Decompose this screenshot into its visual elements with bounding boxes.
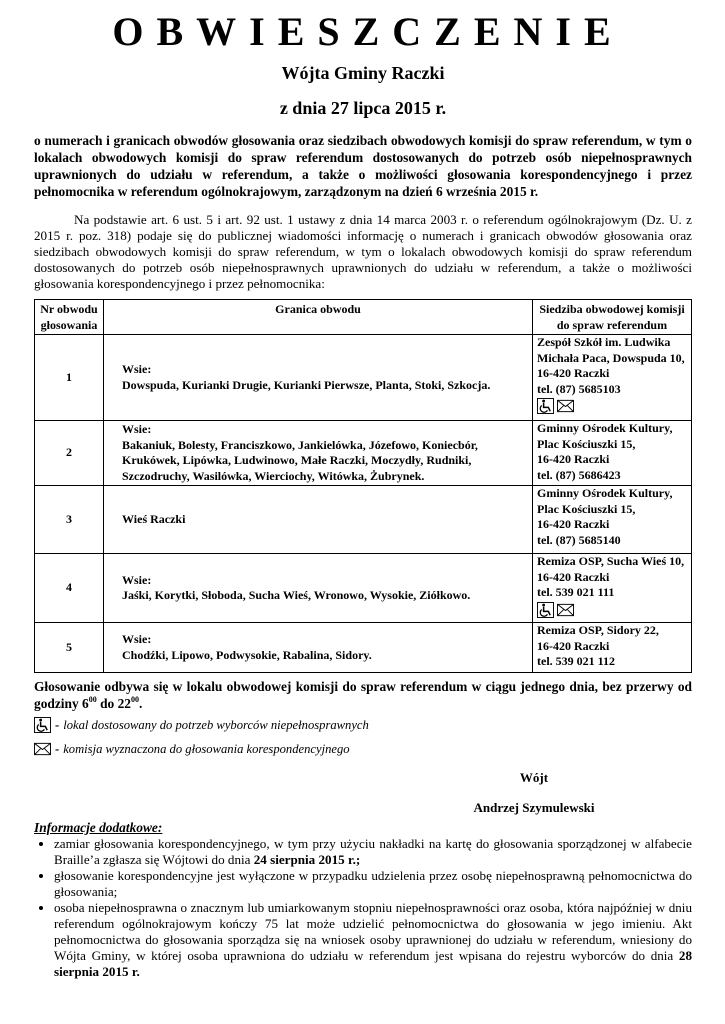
boundary-villages: Dowspuda, Kurianki Drugie, Kurianki Pierwsze, Planta, Stoki, Szkocja. bbox=[122, 377, 491, 392]
seat-address-line: Remiza OSP, Sucha Wieś 10, bbox=[537, 554, 685, 568]
seat-address-line: 16-420 Raczki bbox=[537, 517, 610, 531]
document-title: OBWIESZCZENIE bbox=[112, 9, 624, 54]
document-date: z dnia 27 lipca 2015 r. bbox=[279, 98, 447, 118]
info-item: • zamiar głosowania korespondencyjnego, w tym przy użyciu nakładki na kartę do głosowania sporządzonej w alfabecie Braille’a zgłasza się Wójtowi do dnia 24 sierpnia 2015 r.; bbox=[54, 836, 692, 868]
legend-envelope-text: komisja wyznaczona do głosowania korespondencyjnego bbox=[63, 742, 350, 756]
wheelchair-icon bbox=[34, 717, 51, 733]
table-row bbox=[35, 421, 692, 486]
district-boundary bbox=[104, 554, 533, 623]
district-boundary bbox=[104, 486, 533, 554]
voting-hours-from: $6^{00}$ bbox=[82, 695, 97, 711]
subject-paragraph: o numerach i granicach obwodów głosowania oraz siedzibach obwodowych komisji do spraw referendum, w tym o lokalach obwodowych komisji do spraw referendum dostosowanych do potrzeb osób niepełnosprawnych uprawnionych do udziału w referendum, a także o możliwości głosowania korespondencyjnego i przez pełnomocnika w referendum ogólnokrajowym, zarządzonym na dzień 6 września 2015 r. bbox=[34, 133, 692, 199]
district-number: 1 bbox=[35, 335, 104, 421]
seat-address-line: Zespół Szkół im. Ludwika bbox=[537, 335, 671, 349]
seat-icons bbox=[537, 398, 574, 414]
table-body bbox=[35, 335, 692, 673]
info-item: • głosowanie korespondencyjne jest wyłączone w przypadku udzielenia przez osobę niepełnosprawną pełnomocnictwa do głosowania; bbox=[54, 868, 692, 900]
boundary-label: Wsie: bbox=[122, 632, 152, 646]
district-number: 2 bbox=[35, 421, 104, 486]
signature-name: Andrzej Szymulewski bbox=[473, 800, 595, 815]
seat-address-line: Plac Kościuszki 15, bbox=[537, 501, 636, 516]
legend-wheelchair: - lokal dostosowany do potrzeb wyborców niepełnosprawnych bbox=[34, 713, 692, 737]
wheelchair-icon bbox=[537, 398, 554, 414]
legend-wheelchair-text: lokal dostosowany do potrzeb wyborców niepełnosprawnych bbox=[63, 718, 369, 732]
header-nr: Nr obwodu głosowania bbox=[35, 300, 104, 335]
info-list bbox=[34, 836, 692, 980]
envelope-icon bbox=[557, 602, 574, 618]
boundary-label: Wsie: bbox=[122, 362, 152, 376]
seat-address-line: 16-420 Raczki bbox=[537, 638, 610, 653]
district-boundary bbox=[104, 623, 533, 673]
announcement-page bbox=[34, 8, 692, 980]
commission-seat bbox=[533, 335, 692, 421]
seat-icons bbox=[537, 602, 574, 618]
district-number: 3 bbox=[35, 486, 104, 554]
table-row bbox=[35, 554, 692, 623]
seat-address-line: tel. 539 021 112 bbox=[537, 654, 615, 668]
boundary-villages: Chodźki, Lipowo, Podwysokie, Rabalina, Sidory. bbox=[122, 647, 372, 662]
header-granica: Granica obwodu bbox=[104, 300, 533, 335]
voting-hours-to: $22^{00}$ bbox=[117, 695, 139, 711]
seat-address-line: Gminny Ośrodek Kultury, bbox=[537, 486, 673, 500]
table-row bbox=[35, 335, 692, 421]
intro-paragraph: Na podstawie art. 6 ust. 5 i art. 92 ust. 1 ustawy z dnia 14 marca 2003 r. o referendum ogólnokrajowym (Dz. U. z 2015 r. poz. 318) podaje się do publicznej wiadomości informację o numerach i granicach obwodów głosowania oraz siedzibach obwodowych komisji do spraw referendum, w tym o lokalach obwodowych komisji do spraw referendum dostosowanych do potrzeb osób niepełnosprawnych uprawnionych do udziału w referendum, a także o możliwości głosowania korespondencyjnego i przez pełnomocnika: bbox=[34, 212, 692, 291]
seat-address-line: tel. (87) 5685103 bbox=[537, 381, 621, 396]
header-siedziba: Siedziba obwodowej komisji do spraw referendum bbox=[533, 300, 692, 335]
commission-seat bbox=[533, 554, 692, 623]
voting-hours: Głosowanie odbywa się w lokalu obwodowej komisji do spraw referendum w ciągu jednego dnia, bez przerwy od godziny $6^{00}$ do $22^{00}$. bbox=[34, 679, 692, 711]
commission-seat bbox=[533, 421, 692, 486]
seat-address-line: 16-420 Raczki bbox=[537, 569, 610, 584]
issuing-authority: Wójta Gminy Raczki bbox=[281, 63, 445, 83]
commission-seat bbox=[533, 623, 692, 673]
seat-address-line: 16-420 Raczki bbox=[537, 452, 610, 466]
commission-seat bbox=[533, 486, 692, 554]
seat-address-line: tel. 539 021 111 bbox=[537, 585, 615, 599]
seat-address-line: tel. (87) 5685140 bbox=[537, 532, 621, 547]
info-heading: Informacje dodatkowe: bbox=[34, 820, 163, 835]
envelope-icon bbox=[34, 741, 51, 757]
voting-hours-text: Głosowanie odbywa się w lokalu obwodowej komisji do spraw referendum w ciągu jednego dnia, bez przerwy od godziny bbox=[34, 679, 692, 711]
table-row bbox=[35, 486, 692, 554]
district-number: 5 bbox=[35, 623, 104, 673]
district-number: 4 bbox=[35, 554, 104, 623]
district-boundary bbox=[104, 335, 533, 421]
districts-table bbox=[34, 299, 692, 673]
envelope-icon bbox=[557, 398, 574, 414]
legend-envelope: - komisja wyznaczona do głosowania korespondencyjnego bbox=[34, 737, 692, 761]
table-row bbox=[35, 623, 692, 673]
wheelchair-icon bbox=[537, 602, 554, 618]
table-header-row bbox=[35, 300, 692, 335]
boundary-villages: Wieś Raczki bbox=[122, 511, 186, 526]
seat-address-line: Gminny Ośrodek Kultury, bbox=[537, 421, 673, 435]
seat-address-line: Plac Kościuszki 15, bbox=[537, 436, 636, 451]
district-boundary bbox=[104, 421, 533, 486]
boundary-label: Wsie: bbox=[122, 422, 152, 436]
seat-address-line: Remiza OSP, Sidory 22, bbox=[537, 623, 659, 637]
info-item: • osoba niepełnosprawna o znacznym lub umiarkowanym stopniu niepełnosprawności oraz osoba, która najpóźniej w dniu referendum ogólnokrajowym kończy 75 lat może udzielić pełnomocnictwa do głosowania w jego imieniu. Akt pełnomocnictwa do głosowania sporządza się na wniosek osoby uprawnionej do udziału w referendum, wniesiony do Wójta Gminy, w której osoba uprawniona do udziału w referendum jest wpisana do rejestru wyborców do dnia 28 sierpnia 2015 r. bbox=[54, 900, 692, 980]
signature-role: Wójt bbox=[519, 770, 549, 785]
boundary-villages: Jaśki, Korytki, Słoboda, Sucha Wieś, Wronowo, Wysokie, Ziółkowo. bbox=[122, 588, 471, 602]
seat-address-line: Michała Paca, Dowspuda 10, bbox=[537, 350, 685, 365]
boundary-label: Wsie: bbox=[122, 572, 152, 587]
voting-hours-connector: do bbox=[100, 696, 115, 711]
seat-address-line: 16-420 Raczki bbox=[537, 366, 610, 380]
seat-address-line: tel. (87) 5686423 bbox=[537, 467, 621, 482]
boundary-villages: Bakaniuk, Bolesty, Franciszkowo, Jankielówka, Józefowo, Koniecbór, Krukówek, Lipówka, Ludwinowo, Małe Raczki, Moczydły, Rudniki, Szczodruchy, Wasilówka, Wierciochy, Witówka, Żubrynek. bbox=[122, 437, 478, 483]
